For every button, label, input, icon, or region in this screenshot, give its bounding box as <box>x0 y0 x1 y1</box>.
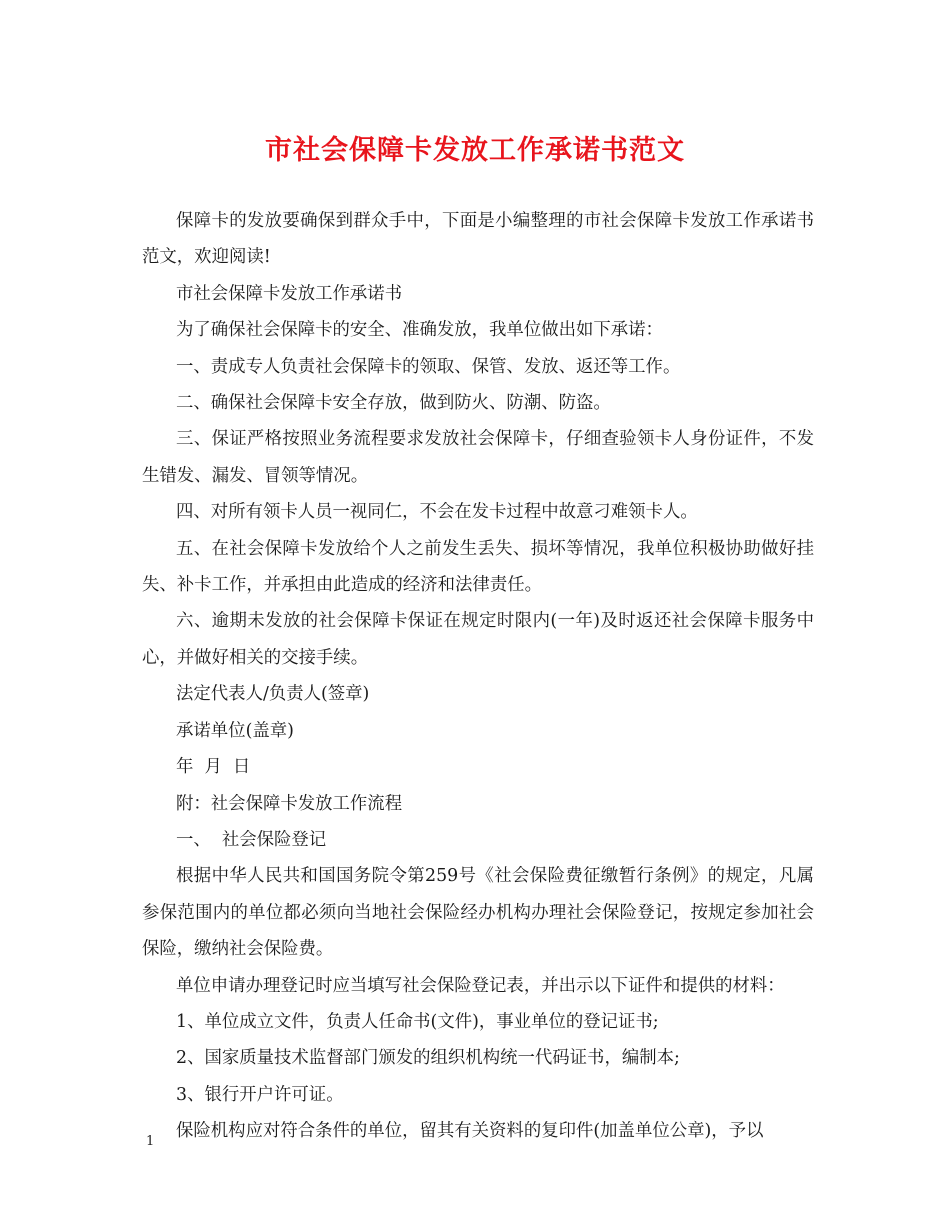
paragraph-item-6: 六、逾期未发放的社会保障卡保证在规定时限内(一年)及时返还社会保障卡服务中心，并做好相关的交接手续。 <box>142 611 814 668</box>
paragraph-item-4: 四、对所有领卡人员一视同仁，不会在发卡过程中故意刁难领卡人。 <box>176 502 698 523</box>
appendix-section-1: 一、 社会保险登记 <box>176 829 327 850</box>
signature-date: 年 月 日 <box>176 757 251 778</box>
material-item-2: 2、国家质量技术监督部门颁发的组织机构统一代码证书，编制本; <box>176 1048 680 1069</box>
paragraph-regulation: 根据中华人民共和国国务院令第259号《社会保险费征缴暂行条例》的规定，凡属参保范围内的单位都必须向当地社会保险经办机构办理社会保险登记，按规定参加社会保险，缴纳社会保险费。 <box>142 866 814 960</box>
signature-representative: 法定代表人/负责人(签章) <box>176 684 370 705</box>
material-item-1: 1、单位成立文件，负责人任命书(文件)，事业单位的登记证书; <box>176 1011 659 1032</box>
material-item-3: 3、银行开户许可证。 <box>176 1084 344 1105</box>
paragraph-item-2: 二、确保社会保障卡安全存放，做到防火、防潮、防盗。 <box>176 393 611 414</box>
document-body <box>142 203 814 1150</box>
paragraph-heading: 市社会保障卡发放工作承诺书 <box>176 283 403 304</box>
document-title: 市社会保障卡发放工作承诺书范文 <box>265 135 685 166</box>
appendix-title: 附：社会保障卡发放工作流程 <box>176 793 403 814</box>
paragraph-item-5: 五、在社会保障卡发放给个人之前发生丢失、损坏等情况，我单位积极协助做好挂失、补卡工作，并承担由此造成的经济和法律责任。 <box>142 538 814 596</box>
paragraph-preamble: 为了确保社会保障卡的安全、准确发放，我单位做出如下承诺： <box>176 320 663 341</box>
signature-unit: 承诺单位(盖章) <box>176 720 294 741</box>
paragraph-intro: 保障卡的发放要确保到群众手中，下面是小编整理的市社会保障卡发放工作承诺书范文，欢迎阅读! <box>142 211 814 268</box>
paragraph-materials: 单位申请办理登记时应当填写社会保险登记表，并出示以下证件和提供的材料： <box>176 975 785 996</box>
paragraph-item-1: 一、责成专人负责社会保障卡的领取、保管、发放、返还等工作。 <box>176 356 681 377</box>
paragraph-item-3: 三、保证严格按照业务流程要求发放社会保障卡，仔细查验领卡人身份证件，不发生错发、漏发、冒领等情况。 <box>142 429 814 486</box>
paragraph-review: 保险机构应对符合条件的单位，留其有关资料的复印件(加盖单位公章)，予以 <box>176 1121 764 1142</box>
page-number: 1 <box>146 1134 155 1149</box>
